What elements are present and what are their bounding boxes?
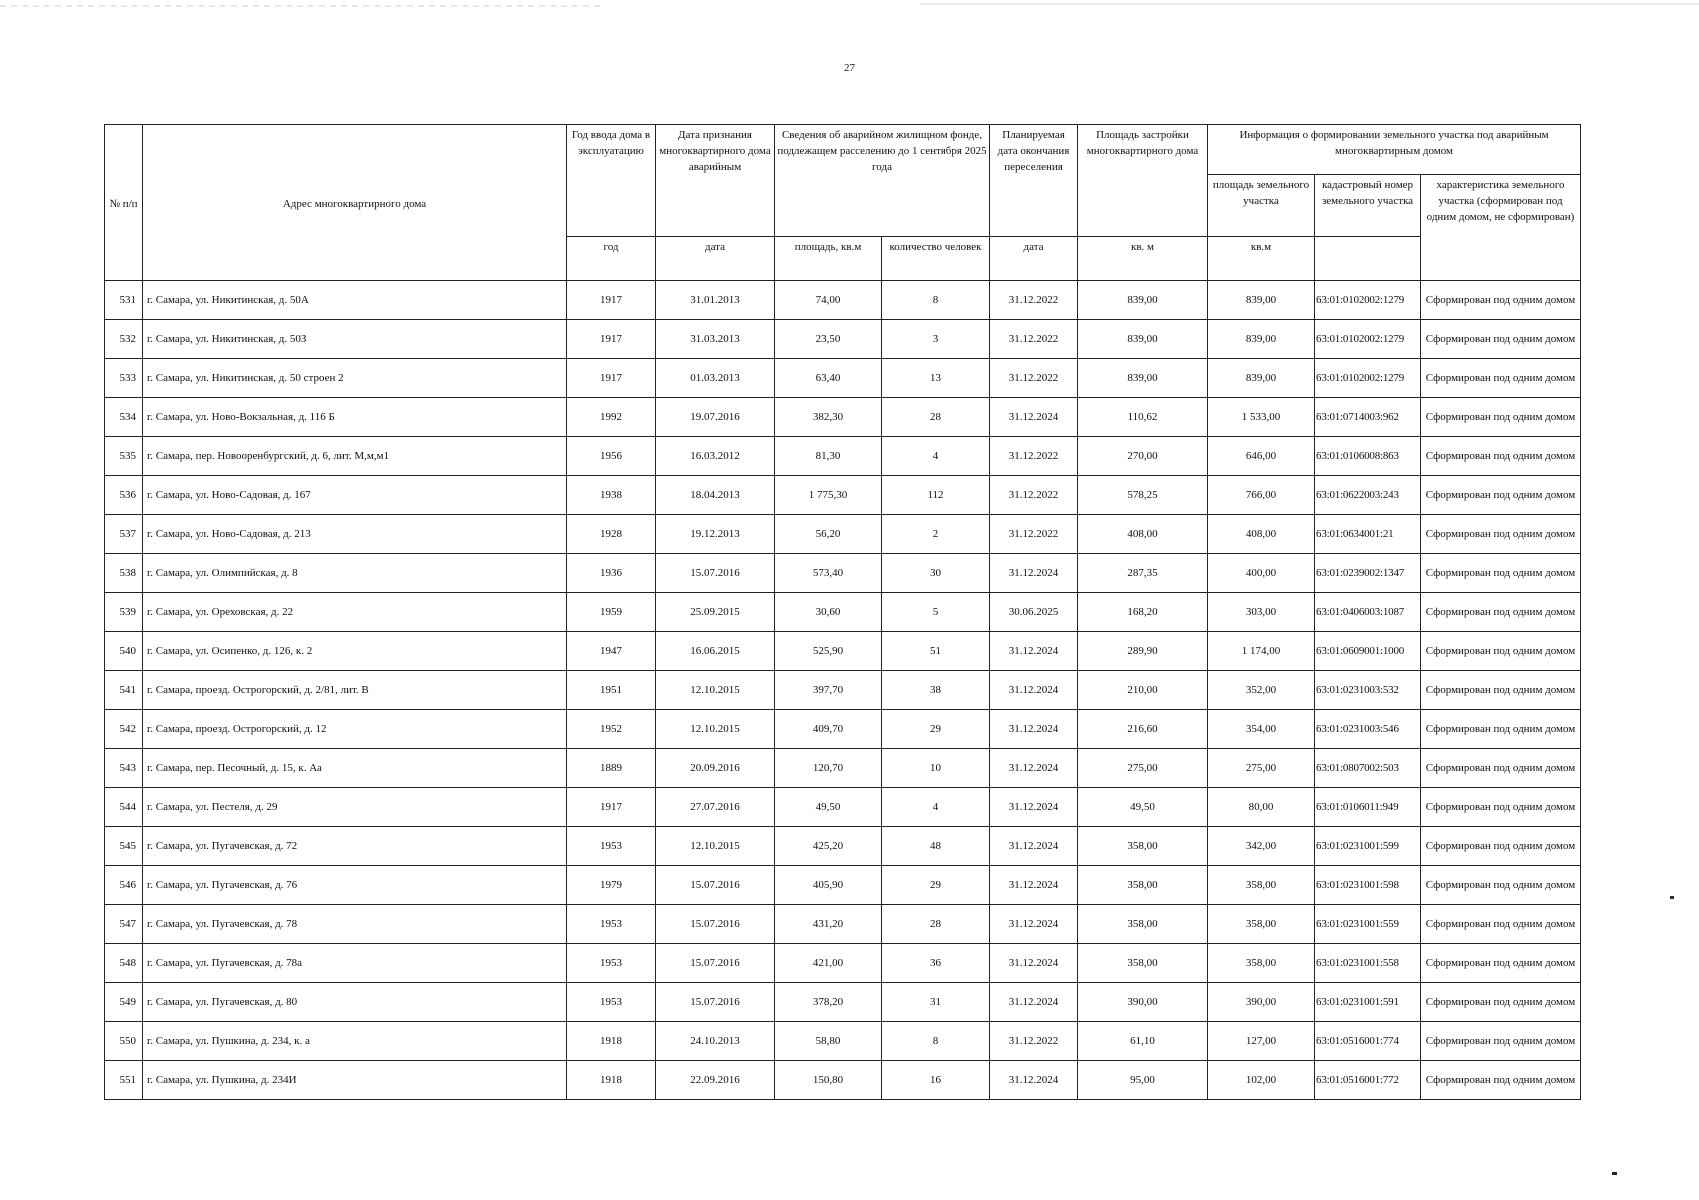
people-count-cell: 3 [882, 320, 990, 359]
address-cell: г. Самара, ул. Ново-Садовая, д. 167 [143, 476, 567, 515]
land-characteristic-cell: Сформирован под одним домом [1421, 749, 1581, 788]
unit-people: количество человек [882, 237, 990, 281]
emergency-area-cell: 405,90 [775, 866, 882, 905]
building-area-cell: 358,00 [1078, 944, 1208, 983]
header-cadastral-number: кадастровый номер земельного участка [1315, 175, 1421, 237]
planned-date-cell: 31.12.2024 [990, 632, 1078, 671]
land-characteristic-cell: Сформирован под одним домом [1421, 476, 1581, 515]
land-characteristic-cell: Сформирован под одним домом [1421, 827, 1581, 866]
row-number: 534 [105, 398, 143, 437]
people-count-cell: 30 [882, 554, 990, 593]
address-cell: г. Самара, ул. Пугачевская, д. 78 [143, 905, 567, 944]
recognition-date-cell: 01.03.2013 [656, 359, 775, 398]
land-area-cell: 839,00 [1208, 359, 1315, 398]
planned-date-cell: 31.12.2024 [990, 827, 1078, 866]
land-characteristic-cell: Сформирован под одним домом [1421, 632, 1581, 671]
land-characteristic-cell: Сформирован под одним домом [1421, 983, 1581, 1022]
planned-date-cell: 31.12.2022 [990, 437, 1078, 476]
row-number: 540 [105, 632, 143, 671]
emergency-area-cell: 49,50 [775, 788, 882, 827]
emergency-area-cell: 63,40 [775, 359, 882, 398]
page-number: 27 [844, 62, 855, 74]
people-count-cell: 36 [882, 944, 990, 983]
recognition-date-cell: 19.07.2016 [656, 398, 775, 437]
row-number: 550 [105, 1022, 143, 1061]
year-cell: 1917 [567, 281, 656, 320]
recognition-date-cell: 16.03.2012 [656, 437, 775, 476]
building-area-cell: 358,00 [1078, 905, 1208, 944]
planned-date-cell: 31.12.2024 [990, 866, 1078, 905]
land-area-cell: 354,00 [1208, 710, 1315, 749]
emergency-area-cell: 74,00 [775, 281, 882, 320]
land-characteristic-cell: Сформирован под одним домом [1421, 671, 1581, 710]
people-count-cell: 4 [882, 437, 990, 476]
land-area-cell: 342,00 [1208, 827, 1315, 866]
emergency-area-cell: 421,00 [775, 944, 882, 983]
recognition-date-cell: 18.04.2013 [656, 476, 775, 515]
header-recognition-date: Дата признания многоквартирного дома аварийным [656, 125, 775, 237]
planned-date-cell: 31.12.2024 [990, 710, 1078, 749]
land-characteristic-cell: Сформирован под одним домом [1421, 1022, 1581, 1061]
recognition-date-cell: 15.07.2016 [656, 944, 775, 983]
emergency-area-cell: 409,70 [775, 710, 882, 749]
row-number: 538 [105, 554, 143, 593]
planned-date-cell: 31.12.2022 [990, 320, 1078, 359]
planned-date-cell: 31.12.2022 [990, 359, 1078, 398]
land-area-cell: 358,00 [1208, 905, 1315, 944]
row-number: 531 [105, 281, 143, 320]
land-characteristic-cell: Сформирован под одним домом [1421, 359, 1581, 398]
planned-date-cell: 31.12.2024 [990, 944, 1078, 983]
planned-date-cell: 31.12.2024 [990, 788, 1078, 827]
emergency-area-cell: 397,70 [775, 671, 882, 710]
year-cell: 1992 [567, 398, 656, 437]
row-number: 536 [105, 476, 143, 515]
land-characteristic-cell: Сформирован под одним домом [1421, 1061, 1581, 1100]
land-area-cell: 1 533,00 [1208, 398, 1315, 437]
year-cell: 1953 [567, 905, 656, 944]
row-number: 551 [105, 1061, 143, 1100]
recognition-date-cell: 24.10.2013 [656, 1022, 775, 1061]
year-cell: 1917 [567, 320, 656, 359]
building-area-cell: 210,00 [1078, 671, 1208, 710]
building-area-cell: 839,00 [1078, 281, 1208, 320]
year-cell: 1953 [567, 983, 656, 1022]
planned-date-cell: 31.12.2024 [990, 749, 1078, 788]
unit-year: год [567, 237, 656, 281]
building-area-cell: 95,00 [1078, 1061, 1208, 1100]
row-number: 545 [105, 827, 143, 866]
address-cell: г. Самара, ул. Ново-Вокзальная, д. 116 Б [143, 398, 567, 437]
land-characteristic-cell: Сформирован под одним домом [1421, 593, 1581, 632]
people-count-cell: 13 [882, 359, 990, 398]
land-area-cell: 127,00 [1208, 1022, 1315, 1061]
emergency-area-cell: 1 775,30 [775, 476, 882, 515]
cadastral-number-cell: 63:01:0516001:774 [1315, 1022, 1421, 1061]
recognition-date-cell: 19.12.2013 [656, 515, 775, 554]
building-area-cell: 578,25 [1078, 476, 1208, 515]
land-area-cell: 275,00 [1208, 749, 1315, 788]
recognition-date-cell: 31.03.2013 [656, 320, 775, 359]
row-number: 537 [105, 515, 143, 554]
people-count-cell: 112 [882, 476, 990, 515]
header-address: Адрес многоквартирного дома [143, 125, 567, 281]
building-area-cell: 287,35 [1078, 554, 1208, 593]
land-characteristic-cell: Сформирован под одним домом [1421, 944, 1581, 983]
year-cell: 1953 [567, 944, 656, 983]
address-cell: г. Самара, ул. Никитинская, д. 50 строен 2 [143, 359, 567, 398]
unit-date: дата [656, 237, 775, 281]
cadastral-number-cell: 63:01:0807002:503 [1315, 749, 1421, 788]
address-cell: г. Самара, ул. Пестеля, д. 29 [143, 788, 567, 827]
land-area-cell: 839,00 [1208, 320, 1315, 359]
land-characteristic-cell: Сформирован под одним домом [1421, 866, 1581, 905]
building-area-cell: 110,62 [1078, 398, 1208, 437]
unit-area: площадь, кв.м [775, 237, 882, 281]
planned-date-cell: 31.12.2022 [990, 515, 1078, 554]
planned-date-cell: 31.12.2024 [990, 671, 1078, 710]
row-number: 539 [105, 593, 143, 632]
emergency-area-cell: 23,50 [775, 320, 882, 359]
year-cell: 1917 [567, 788, 656, 827]
building-area-cell: 61,10 [1078, 1022, 1208, 1061]
row-number: 544 [105, 788, 143, 827]
year-cell: 1959 [567, 593, 656, 632]
cadastral-number-cell: 63:01:0609001:1000 [1315, 632, 1421, 671]
recognition-date-cell: 12.10.2015 [656, 827, 775, 866]
recognition-date-cell: 22.09.2016 [656, 1061, 775, 1100]
row-number: 547 [105, 905, 143, 944]
people-count-cell: 16 [882, 1061, 990, 1100]
building-area-cell: 49,50 [1078, 788, 1208, 827]
emergency-area-cell: 150,80 [775, 1061, 882, 1100]
row-number: 549 [105, 983, 143, 1022]
building-area-cell: 358,00 [1078, 827, 1208, 866]
building-area-cell: 390,00 [1078, 983, 1208, 1022]
emergency-area-cell: 81,30 [775, 437, 882, 476]
cadastral-number-cell: 63:01:0239002:1347 [1315, 554, 1421, 593]
cadastral-number-cell: 63:01:0231003:532 [1315, 671, 1421, 710]
people-count-cell: 28 [882, 398, 990, 437]
row-number: 548 [105, 944, 143, 983]
address-cell: г. Самара, ул. Пугачевская, д. 78а [143, 944, 567, 983]
building-area-cell: 270,00 [1078, 437, 1208, 476]
land-area-cell: 102,00 [1208, 1061, 1315, 1100]
land-area-cell: 358,00 [1208, 944, 1315, 983]
address-cell: г. Самара, ул. Осипенко, д. 126, к. 2 [143, 632, 567, 671]
recognition-date-cell: 20.09.2016 [656, 749, 775, 788]
address-cell: г. Самара, ул. Пугачевская, д. 72 [143, 827, 567, 866]
land-characteristic-cell: Сформирован под одним домом [1421, 710, 1581, 749]
header-land-area: площадь земельного участка [1208, 175, 1315, 237]
land-characteristic-cell: Сформирован под одним домом [1421, 554, 1581, 593]
planned-date-cell: 31.12.2022 [990, 281, 1078, 320]
address-cell: г. Самара, ул. Пугачевская, д. 76 [143, 866, 567, 905]
people-count-cell: 38 [882, 671, 990, 710]
year-cell: 1938 [567, 476, 656, 515]
cadastral-number-cell: 63:01:0231001:599 [1315, 827, 1421, 866]
emergency-area-cell: 382,30 [775, 398, 882, 437]
cadastral-number-cell: 63:01:0102002:1279 [1315, 359, 1421, 398]
building-area-cell: 168,20 [1078, 593, 1208, 632]
building-area-cell: 358,00 [1078, 866, 1208, 905]
land-area-cell: 400,00 [1208, 554, 1315, 593]
emergency-area-cell: 431,20 [775, 905, 882, 944]
people-count-cell: 8 [882, 1022, 990, 1061]
emergency-area-cell: 425,20 [775, 827, 882, 866]
header-num: № п/п [105, 125, 143, 281]
land-characteristic-cell: Сформирован под одним домом [1421, 788, 1581, 827]
address-cell: г. Самара, ул. Никитинская, д. 50А [143, 281, 567, 320]
recognition-date-cell: 12.10.2015 [656, 710, 775, 749]
recognition-date-cell: 15.07.2016 [656, 866, 775, 905]
row-number: 543 [105, 749, 143, 788]
cadastral-number-cell: 63:01:0231001:559 [1315, 905, 1421, 944]
header-year: Год ввода дома в эксплуатацию [567, 125, 656, 237]
planned-date-cell: 31.12.2024 [990, 905, 1078, 944]
year-cell: 1952 [567, 710, 656, 749]
people-count-cell: 4 [882, 788, 990, 827]
land-area-cell: 646,00 [1208, 437, 1315, 476]
building-area-cell: 839,00 [1078, 320, 1208, 359]
recognition-date-cell: 31.01.2013 [656, 281, 775, 320]
land-area-cell: 766,00 [1208, 476, 1315, 515]
unit-planned-date: дата [990, 237, 1078, 281]
row-number: 532 [105, 320, 143, 359]
year-cell: 1918 [567, 1022, 656, 1061]
unit-land-area: кв.м [1208, 237, 1315, 281]
recognition-date-cell: 12.10.2015 [656, 671, 775, 710]
header-land-characteristic: характеристика земельного участка (сформирован под одним домом, не сформирован) [1421, 175, 1581, 281]
row-number: 542 [105, 710, 143, 749]
header-land-plot-info: Информация о формировании земельного участка под аварийным многоквартирным домом [1208, 125, 1581, 175]
building-area-cell: 275,00 [1078, 749, 1208, 788]
year-cell: 1979 [567, 866, 656, 905]
planned-date-cell: 31.12.2024 [990, 554, 1078, 593]
recognition-date-cell: 16.06.2015 [656, 632, 775, 671]
recognition-date-cell: 15.07.2016 [656, 905, 775, 944]
row-number: 546 [105, 866, 143, 905]
scan-dot-right [1670, 896, 1674, 899]
row-number: 535 [105, 437, 143, 476]
emergency-area-cell: 573,40 [775, 554, 882, 593]
unit-building-area: кв. м [1078, 237, 1208, 281]
address-cell: г. Самара, пер. Песочный, д. 15, к. Аа [143, 749, 567, 788]
cadastral-number-cell: 63:01:0106008:863 [1315, 437, 1421, 476]
recognition-date-cell: 25.09.2015 [656, 593, 775, 632]
people-count-cell: 31 [882, 983, 990, 1022]
emergency-area-cell: 525,90 [775, 632, 882, 671]
people-count-cell: 8 [882, 281, 990, 320]
people-count-cell: 5 [882, 593, 990, 632]
people-count-cell: 28 [882, 905, 990, 944]
year-cell: 1928 [567, 515, 656, 554]
emergency-area-cell: 30,60 [775, 593, 882, 632]
recognition-date-cell: 27.07.2016 [656, 788, 775, 827]
people-count-cell: 48 [882, 827, 990, 866]
land-characteristic-cell: Сформирован под одним домом [1421, 281, 1581, 320]
emergency-area-cell: 58,80 [775, 1022, 882, 1061]
header-planned-date: Планируемая дата окончания переселения [990, 125, 1078, 237]
recognition-date-cell: 15.07.2016 [656, 983, 775, 1022]
recognition-date-cell: 15.07.2016 [656, 554, 775, 593]
land-area-cell: 408,00 [1208, 515, 1315, 554]
land-area-cell: 358,00 [1208, 866, 1315, 905]
cadastral-number-cell: 63:01:0622003:243 [1315, 476, 1421, 515]
header-building-area: Площадь застройки многоквартирного дома [1078, 125, 1208, 237]
land-characteristic-cell: Сформирован под одним домом [1421, 905, 1581, 944]
year-cell: 1947 [567, 632, 656, 671]
emergency-area-cell: 120,70 [775, 749, 882, 788]
scan-dot [1612, 1172, 1617, 1175]
year-cell: 1889 [567, 749, 656, 788]
year-cell: 1917 [567, 359, 656, 398]
year-cell: 1951 [567, 671, 656, 710]
land-area-cell: 839,00 [1208, 281, 1315, 320]
people-count-cell: 29 [882, 866, 990, 905]
land-area-cell: 352,00 [1208, 671, 1315, 710]
cadastral-number-cell: 63:01:0231001:558 [1315, 944, 1421, 983]
planned-date-cell: 30.06.2025 [990, 593, 1078, 632]
building-area-cell: 408,00 [1078, 515, 1208, 554]
planned-date-cell: 31.12.2022 [990, 1022, 1078, 1061]
people-count-cell: 10 [882, 749, 990, 788]
building-area-cell: 839,00 [1078, 359, 1208, 398]
address-cell: г. Самара, проезд. Острогорский, д. 2/81, лит. В [143, 671, 567, 710]
header-emergency-fund: Сведения об аварийном жилищном фонде, подлежащем расселению до 1 сентября 2025 года [775, 125, 990, 237]
land-characteristic-cell: Сформирован под одним домом [1421, 398, 1581, 437]
address-cell: г. Самара, ул. Пугачевская, д. 80 [143, 983, 567, 1022]
cadastral-number-cell: 63:01:0406003:1087 [1315, 593, 1421, 632]
land-area-cell: 1 174,00 [1208, 632, 1315, 671]
people-count-cell: 29 [882, 710, 990, 749]
people-count-cell: 51 [882, 632, 990, 671]
land-characteristic-cell: Сформирован под одним домом [1421, 515, 1581, 554]
cadastral-number-cell: 63:01:0634001:21 [1315, 515, 1421, 554]
address-cell: г. Самара, проезд. Острогорский, д. 12 [143, 710, 567, 749]
building-area-cell: 216,60 [1078, 710, 1208, 749]
year-cell: 1956 [567, 437, 656, 476]
address-cell: г. Самара, ул. Ореховская, д. 22 [143, 593, 567, 632]
planned-date-cell: 31.12.2024 [990, 398, 1078, 437]
land-area-cell: 303,00 [1208, 593, 1315, 632]
cadastral-number-cell: 63:01:0231001:598 [1315, 866, 1421, 905]
planned-date-cell: 31.12.2024 [990, 983, 1078, 1022]
emergency-area-cell: 56,20 [775, 515, 882, 554]
land-characteristic-cell: Сформирован под одним домом [1421, 320, 1581, 359]
cadastral-number-cell: 63:01:0714003:962 [1315, 398, 1421, 437]
land-area-cell: 80,00 [1208, 788, 1315, 827]
land-area-cell: 390,00 [1208, 983, 1315, 1022]
address-cell: г. Самара, пер. Новооренбургский, д. 6, лит. М,м,м1 [143, 437, 567, 476]
planned-date-cell: 31.12.2024 [990, 1061, 1078, 1100]
year-cell: 1918 [567, 1061, 656, 1100]
cadastral-number-cell: 63:01:0231003:546 [1315, 710, 1421, 749]
address-cell: г. Самара, ул. Никитинская, д. 50З [143, 320, 567, 359]
planned-date-cell: 31.12.2022 [990, 476, 1078, 515]
row-number: 533 [105, 359, 143, 398]
cadastral-number-cell: 63:01:0102002:1279 [1315, 320, 1421, 359]
people-count-cell: 2 [882, 515, 990, 554]
cadastral-number-cell: 63:01:0231001:591 [1315, 983, 1421, 1022]
building-area-cell: 289,90 [1078, 632, 1208, 671]
address-cell: г. Самара, ул. Пушкина, д. 234, к. а [143, 1022, 567, 1061]
address-cell: г. Самара, ул. Олимпийская, д. 8 [143, 554, 567, 593]
emergency-area-cell: 378,20 [775, 983, 882, 1022]
cadastral-number-cell: 63:01:0106011:949 [1315, 788, 1421, 827]
cadastral-number-cell: 63:01:0516001:772 [1315, 1061, 1421, 1100]
year-cell: 1936 [567, 554, 656, 593]
address-cell: г. Самара, ул. Ново-Садовая, д. 213 [143, 515, 567, 554]
year-cell: 1953 [567, 827, 656, 866]
row-number: 541 [105, 671, 143, 710]
address-cell: г. Самара, ул. Пушкина, д. 234И [143, 1061, 567, 1100]
land-characteristic-cell: Сформирован под одним домом [1421, 437, 1581, 476]
cadastral-number-cell: 63:01:0102002:1279 [1315, 281, 1421, 320]
